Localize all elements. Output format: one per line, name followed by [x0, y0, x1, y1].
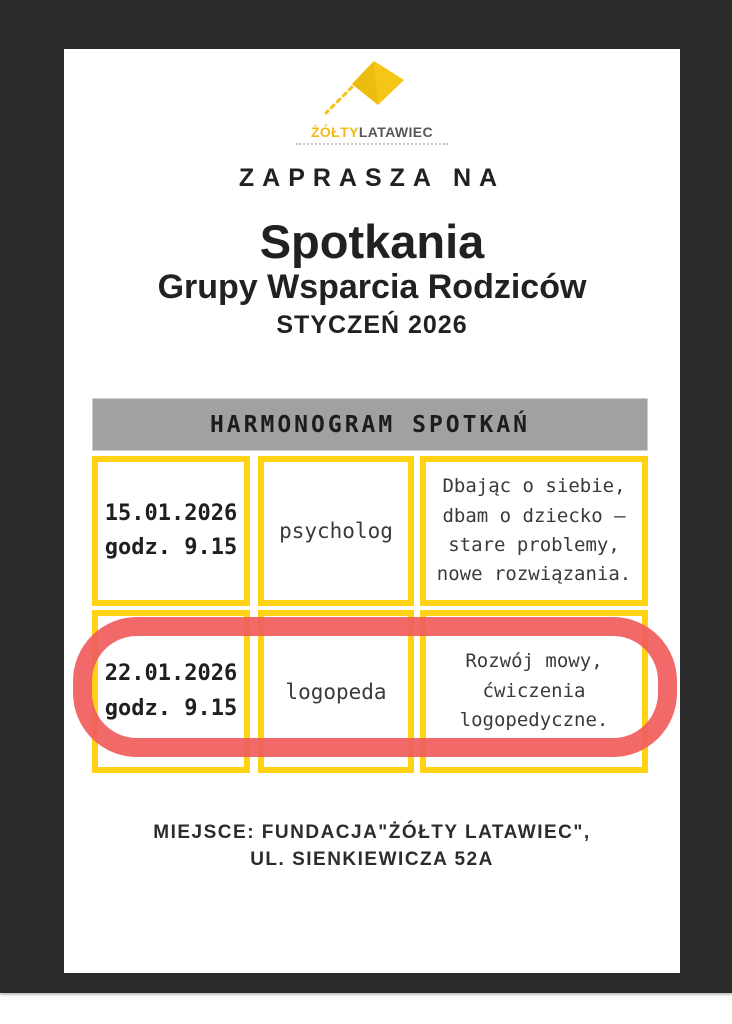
- schedule-header-bar: [92, 398, 648, 451]
- table-row-1-date-cell: [92, 456, 250, 606]
- logo-wordmark: [311, 125, 433, 139]
- foundation-logo: [64, 59, 680, 145]
- table-row-1-specialist-cell: [258, 456, 414, 606]
- specialist-label: logopeda: [285, 679, 387, 704]
- table-row-2-topic-cell: [420, 610, 648, 773]
- venue-line-1: MIEJSCE: FUNDACJA"ŻÓŁTY LATAWIEC",: [153, 822, 591, 843]
- table-row-2-specialist-cell: [258, 610, 414, 773]
- meeting-time: godz. 9.15: [104, 535, 238, 560]
- logo-word-latawiec: LATAWIEC: [358, 124, 434, 140]
- month-label: STYCZEŃ 2026: [276, 311, 468, 339]
- table-row-1-topic-cell: [420, 456, 648, 606]
- logo-dotted-underline: [296, 143, 448, 145]
- venue-info: [64, 820, 680, 873]
- poster-title: Spotkania: [259, 215, 485, 268]
- topic-text: Dbając o siebie, dbam o dziecko – stare problemy, nowe rozwiązania.: [436, 475, 632, 586]
- invitation-line: ZAPRASZA NA: [238, 164, 506, 192]
- poster-page: [64, 49, 680, 973]
- table-row-2-date-cell: [92, 610, 250, 773]
- poster-subtitle: Grupy Wsparcia Rodziców: [157, 268, 587, 306]
- specialist-label: psycholog: [279, 519, 393, 543]
- meeting-date: 22.01.2026: [104, 661, 238, 687]
- logo-word-zolty: ŻÓŁTY: [310, 124, 359, 140]
- meeting-time: godz. 9.15: [104, 695, 238, 721]
- venue-line-2: UL. SIENKIEWICZA 52A: [250, 848, 494, 870]
- topic-text: Rozwój mowy, ćwiczenia logopedyczne.: [459, 650, 609, 732]
- meeting-date: 15.01.2026: [104, 500, 238, 526]
- kite-icon: [312, 59, 432, 123]
- schedule-header-label: HARMONOGRAM SPOTKAŃ: [209, 411, 531, 438]
